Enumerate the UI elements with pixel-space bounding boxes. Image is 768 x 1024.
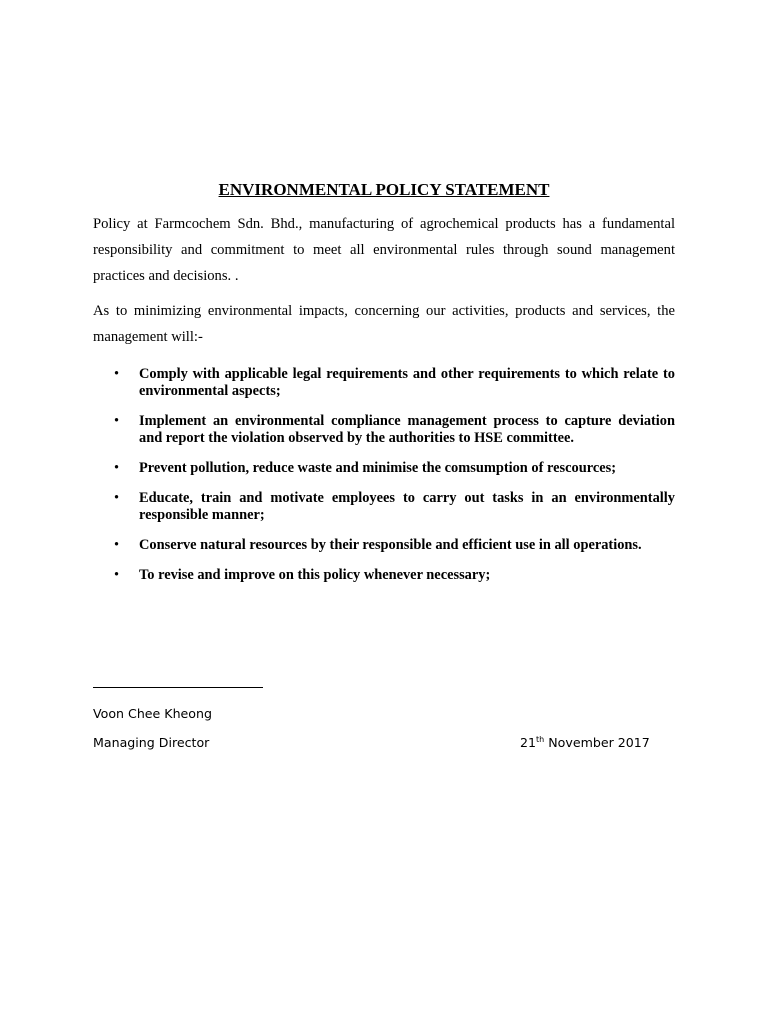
document-title: ENVIRONMENTAL POLICY STATEMENT (218, 180, 550, 199)
commitment-item (93, 460, 675, 477)
bullet-icon: • (114, 413, 120, 429)
bullet-icon: • (114, 366, 120, 382)
signatory-role: Managing Director (93, 735, 210, 750)
commitment-item (93, 366, 675, 400)
commitment-text: Prevent pollution, reduce waste and minimise the comsumption of rescources; (139, 460, 616, 476)
signatory-name: Voon Chee Kheong (93, 706, 212, 721)
bullet-icon: • (114, 567, 120, 583)
commitment-item (93, 413, 675, 447)
signature-date (520, 735, 650, 750)
commitment-text: Implement an environmental compliance management process to capture deviation and report the violation observed by the authorities to HSE committee. (139, 413, 675, 446)
intro-paragraph: Policy at Farmcochem Sdn. Bhd., manufacturing of agrochemical products has a fundamental responsibility and commitment to meet all environmental rules through sound management practices and decisions. . (93, 216, 675, 284)
date-day: 21 (520, 735, 537, 750)
commitment-item (93, 490, 675, 524)
bullet-icon: • (114, 460, 120, 476)
commitment-text: Educate, train and motivate employees to carry out tasks in an environmentally responsible manner; (139, 490, 675, 523)
commitment-list (93, 366, 675, 597)
bullet-icon: • (114, 490, 120, 506)
commitment-text: To revise and improve on this policy whenever necessary; (139, 567, 491, 583)
date-month-year: November 2017 (544, 735, 650, 750)
commitment-item (93, 537, 675, 554)
commitment-text: Comply with applicable legal requirements and other requirements to which relate to environmental aspects; (139, 366, 675, 399)
commitment-item (93, 567, 675, 584)
commitment-intro-paragraph: As to minimizing environmental impacts, concerning our activities, products and services, the management will:- (93, 303, 675, 345)
date-suffix: th (536, 735, 545, 744)
commitment-text: Conserve natural resources by their responsible and efficient use in all operations. (139, 537, 642, 553)
signature-line (93, 687, 263, 688)
bullet-icon: • (114, 537, 120, 553)
